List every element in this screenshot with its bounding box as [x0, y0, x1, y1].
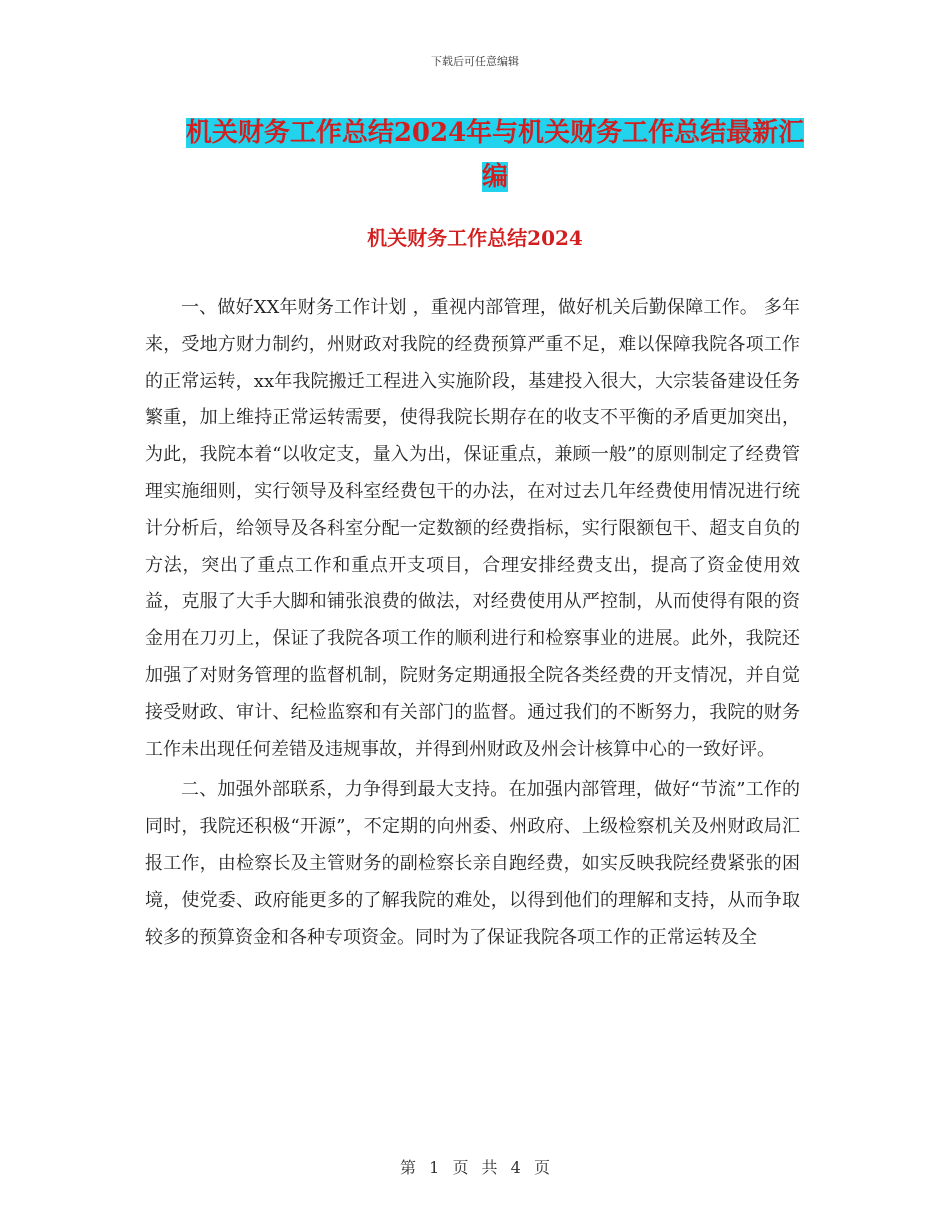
page-label-prefix: 第 — [400, 1158, 417, 1177]
document-title — [150, 111, 840, 199]
paragraph-2: 二、加强外部联系，力争得到最大支持。在加强内部管理，做好“节流”工作的同时，我院还积极“开源”，不定期的向州委、州政府、上级检察机关及州财政局汇报工作，由检察长及主管财务的副检察长亲自跑经费，如实反映我院经费紧张的困境，使党委、政府能更多的了解我院的难处，以得到他们的理解和支持，从而争取较多的预算资金和各种专项资金。同时为了保证我院各项工作的正常运转及全 — [145, 779, 800, 948]
page-number: 1 — [429, 1158, 440, 1177]
document-title-line-1: 机关财务工作总结2024年与机关财务工作总结最新汇 — [185, 118, 805, 148]
total-suffix: 页 — [533, 1158, 550, 1177]
section-heading: 机关财务工作总结2024 — [367, 226, 583, 250]
document-body — [145, 290, 800, 956]
document-title-line-2: 编 — [481, 162, 508, 192]
paragraph-1: 一、做好XX年财务工作计划 ，重视内部管理，做好机关后勤保障工作。 多年来，受地方财力制约，州财政对我院的经费预算严重不足，难以保障我院各项工作的正常运转，xx年我院搬迁工程进入实施阶段，基建投入很大，大宗装备建设任务繁重，加上维持正常运转需要，使得我院长期存在的收支不平衡的矛盾更加突出，为此，我院本着“以收定支，量入为出，保证重点，兼顾一般”的原则制定了经费管理实施细则，实行领导及科室经费包干的办法，在对过去几年经费使用情况进行统计分析后，给领导及各科室分配一定数额的经费指标，实行限额包干、超支自负的方法，突出了重点工作和重点开支项目，合理安排经费支出，提高了资金使用效益，克服了大手大脚和铺张浪费的做法，对经费使用从严控制，从而使得有限的资金用在刀刃上，保证了我院各项工作的顺利进行和检察事业的进展。此外，我院还加强了对财务管理的监督机制，院财务定期通报全院各类经费的开支情况，并自觉接受财政、审计、纪检监察和有关部门的监督。通过我们的不断努力，我院的财务工作未出现任何差错及违规事故，并得到州财政及州会计核算中心的一致好评。 — [145, 297, 800, 760]
page-label-mid: 页 — [452, 1158, 469, 1177]
page-footer — [0, 1155, 950, 1178]
total-pages: 4 — [510, 1158, 521, 1177]
header-note: 下载后可任意编辑 — [431, 55, 519, 68]
total-prefix: 共 — [481, 1158, 498, 1177]
